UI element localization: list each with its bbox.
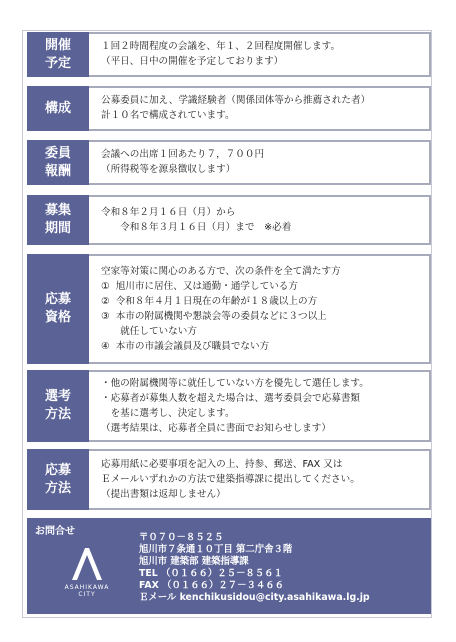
section-content — [89, 86, 431, 131]
section-content — [89, 370, 431, 442]
contact-fax: FAX （０１６６）２７－３４６６ — [139, 580, 284, 591]
contact-address: 旭川市７条通１０丁目 第二庁舎３階 — [139, 544, 293, 555]
section-text-line: 計１０名で構成されています。 — [101, 110, 235, 121]
section-application-method — [27, 449, 431, 510]
section-text-line: 会議への出席１回あたり７，７００円 — [101, 149, 265, 160]
section-label — [27, 370, 89, 442]
section-text-line: １回２時間程度の会議を、年１、２回程度開催します。 — [101, 41, 341, 52]
section-label-line: 資格 — [44, 310, 71, 325]
contact-postal: 〒０７０－８５２５ — [139, 532, 224, 543]
section-recruitment-period — [27, 195, 431, 245]
contact-department: 旭川市 建築部 建築指導課 — [139, 556, 249, 567]
section-text-line: ① 旭川市に居住、又は通勤・通学している方 — [101, 281, 298, 292]
contact-details — [139, 532, 370, 604]
section-content — [89, 254, 431, 364]
section-text-line: （選考結果は、応募者全員に書面でお知らせします） — [101, 423, 331, 434]
section-text-line: ・応募者が募集人数を超えた場合は、選考委員会で応募書類 — [101, 393, 361, 404]
section-schedule — [27, 32, 431, 77]
contact-email: Ｅメール kenchikusidou@city.asahikawa.lg.jp — [139, 592, 370, 603]
section-text-line: （平日、日中の開催を予定しております） — [101, 56, 284, 67]
section-label — [27, 32, 89, 77]
section-content — [89, 195, 431, 245]
section-content — [89, 140, 431, 185]
section-text-line: （所得税等を源泉徴収します） — [101, 164, 236, 175]
section-label — [27, 449, 89, 510]
section-label — [27, 140, 89, 185]
section-eligibility — [27, 254, 431, 364]
contact-title: お問合せ — [35, 526, 75, 537]
section-label-line: 応募 — [44, 462, 71, 478]
section-text-line: 令和８年２月１６日（月）から — [101, 207, 236, 218]
section-label — [27, 86, 89, 131]
asahikawa-logo-icon — [72, 548, 102, 580]
section-content — [89, 449, 431, 510]
logo-text-city: CITY — [78, 591, 96, 598]
section-text-line: （提出書類は返却しません） — [101, 489, 226, 500]
section-selection-method — [27, 370, 431, 442]
contact-tel: TEL （０１６６）２５－８５６１ — [139, 568, 283, 579]
section-text-line: 就任していない方 — [101, 326, 197, 337]
section-text-line: 応募用紙に必要事項を記入の上、持参、郵送、FAX 又は — [101, 459, 343, 470]
section-text-line: を基に選考し、決定します。 — [101, 408, 235, 419]
section-text-line: 令和８年３月１６日（月）まで ※必着 — [101, 222, 292, 233]
section-label-line: 方法 — [44, 480, 71, 496]
section-label-line: 委員 — [44, 145, 71, 161]
section-label-line: 報酬 — [44, 163, 71, 179]
section-compensation — [27, 140, 431, 185]
section-label-line: 募集 — [44, 203, 71, 218]
section-composition — [27, 86, 431, 131]
section-text-line: ③ 本市の附属機関や懇談会等の委員などに３つ以上 — [101, 311, 327, 322]
section-label — [27, 195, 89, 245]
section-label-line: 開催 — [44, 37, 71, 53]
section-text-line: ④ 本市の市議会議員及び職員でない方 — [101, 341, 270, 352]
city-logo — [57, 548, 117, 598]
section-label-line: 予定 — [44, 55, 71, 71]
section-label — [27, 254, 89, 364]
section-label-line: 構成 — [44, 100, 71, 116]
contact-footer — [27, 518, 431, 614]
logo-text-asahikawa: ASAHIKAWA — [64, 584, 110, 591]
section-text-line: ② 令和８年４月１日現在の年齢が１８歳以上の方 — [101, 296, 318, 307]
section-text-line: 空家等対策に関心のある方で、次の条件を全て満たす方 — [101, 266, 341, 277]
section-label-line: 期間 — [44, 221, 71, 236]
section-text-line: 公募委員に加え、学識経験者（関係団体等から推薦された者） — [101, 95, 371, 106]
section-label-line: 選考 — [44, 389, 71, 404]
section-text-line: Ｅメールいずれかの方法で建築指導課に提出してください。 — [101, 474, 360, 485]
section-content — [89, 32, 431, 77]
section-label-line: 方法 — [44, 407, 71, 422]
section-label-line: 応募 — [44, 292, 71, 307]
section-text-line: ・他の附属機関等に就任していない方を優先して選任します。 — [101, 378, 369, 389]
